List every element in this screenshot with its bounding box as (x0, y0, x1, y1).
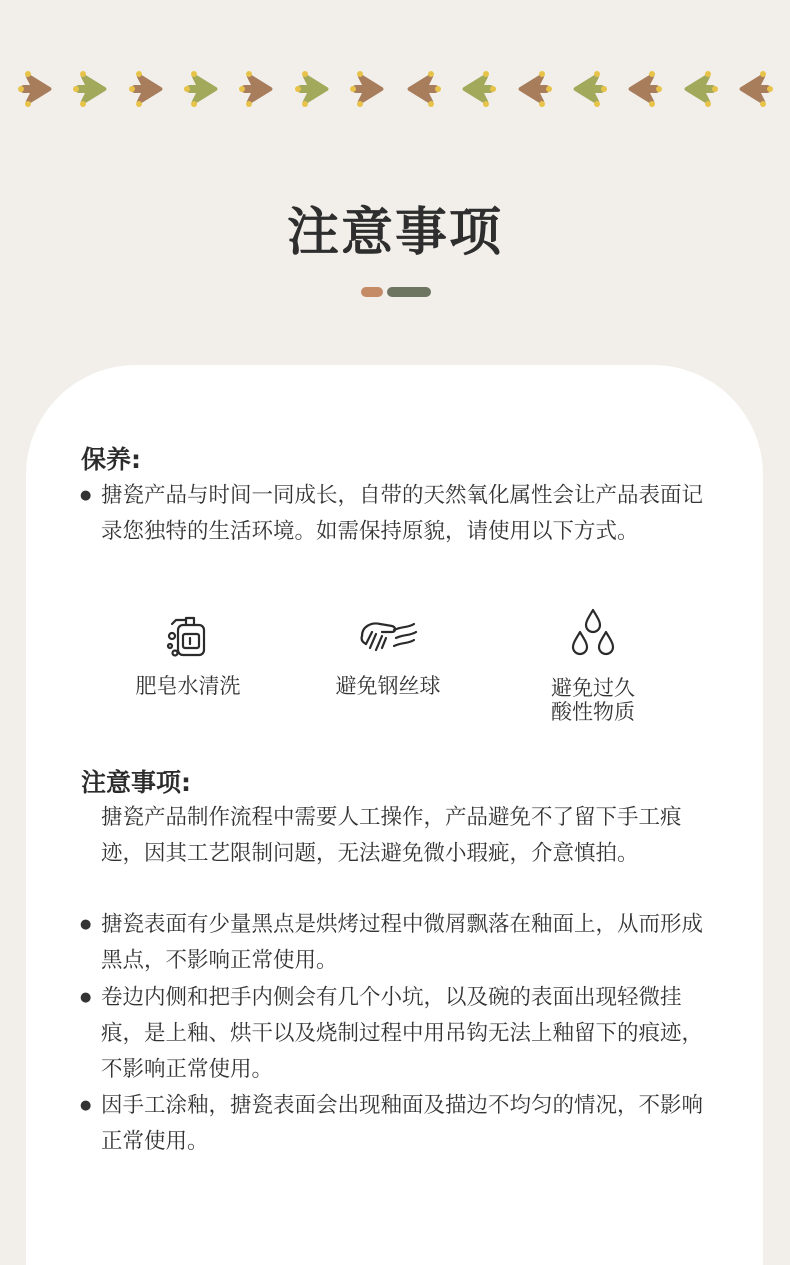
arrow-left-icon (682, 70, 718, 108)
note-item (101, 800, 721, 872)
notes-heading: 注意事项: (81, 768, 191, 797)
note-item (101, 907, 721, 979)
title-divider (361, 287, 431, 297)
soap-bottle-icon (162, 608, 214, 660)
arrow-right-icon (239, 70, 275, 108)
water-drops-icon (567, 606, 619, 660)
arrow-right-icon (184, 70, 220, 108)
care-icon-drops (523, 606, 663, 724)
divider-dot-orange (361, 287, 383, 297)
arrow-right-icon (18, 70, 54, 108)
note-item (101, 980, 721, 1088)
arrow-left-icon (405, 70, 441, 108)
hand-wipe-icon (356, 608, 420, 660)
care-icon-label-line2: 酸性物质 (551, 700, 635, 724)
care-icon-label: 肥皂水清洗 (135, 674, 241, 698)
care-text (101, 478, 721, 550)
decorative-arrow-row (0, 70, 790, 110)
note-item (101, 1088, 721, 1160)
page-title: 注意事项 (286, 203, 503, 263)
arrow-right-icon (73, 70, 109, 108)
care-icon-soap (118, 608, 258, 698)
care-icon-wipe (318, 608, 458, 698)
note-text: 搪瓷表面有少量黑点是烘烤过程中微屑飘落在釉面上，从而形成黑点，不影响正常使用。 (101, 912, 704, 973)
arrow-right-icon (129, 70, 165, 108)
note-text: 卷边内侧和把手内侧会有几个小坑，以及碗的表面出现轻微挂痕，是上釉、烘干以及烧制过程中用吊钩无法上釉留下的痕迹，不影响正常使用。 (101, 985, 704, 1082)
care-heading: 保养: (81, 445, 141, 474)
arrow-left-icon (626, 70, 662, 108)
arrow-right-icon (350, 70, 386, 108)
arrow-left-icon (737, 70, 773, 108)
care-icon-label-line1: 避免过久 (551, 676, 635, 700)
arrow-right-icon (295, 70, 331, 108)
care-text-content: 搪瓷产品与时间一同成长，自带的天然氧化属性会让产品表面记录您独特的生活环境。如需保持原貌，请使用以下方式。 (101, 483, 704, 544)
arrow-left-icon (571, 70, 607, 108)
divider-bar-green (387, 287, 431, 297)
note-text: 因手工涂釉，搪瓷表面会出现釉面及描边不均匀的情况，不影响正常使用。 (101, 1093, 704, 1154)
arrow-left-icon (516, 70, 552, 108)
note-text: 搪瓷产品制作流程中需要人工操作，产品避免不了留下手工痕迹，因其工艺限制问题，无法避免微小瑕疵，介意慎拍。 (101, 805, 682, 866)
care-icon-label: 避免钢丝球 (335, 674, 441, 698)
arrow-left-icon (460, 70, 496, 108)
